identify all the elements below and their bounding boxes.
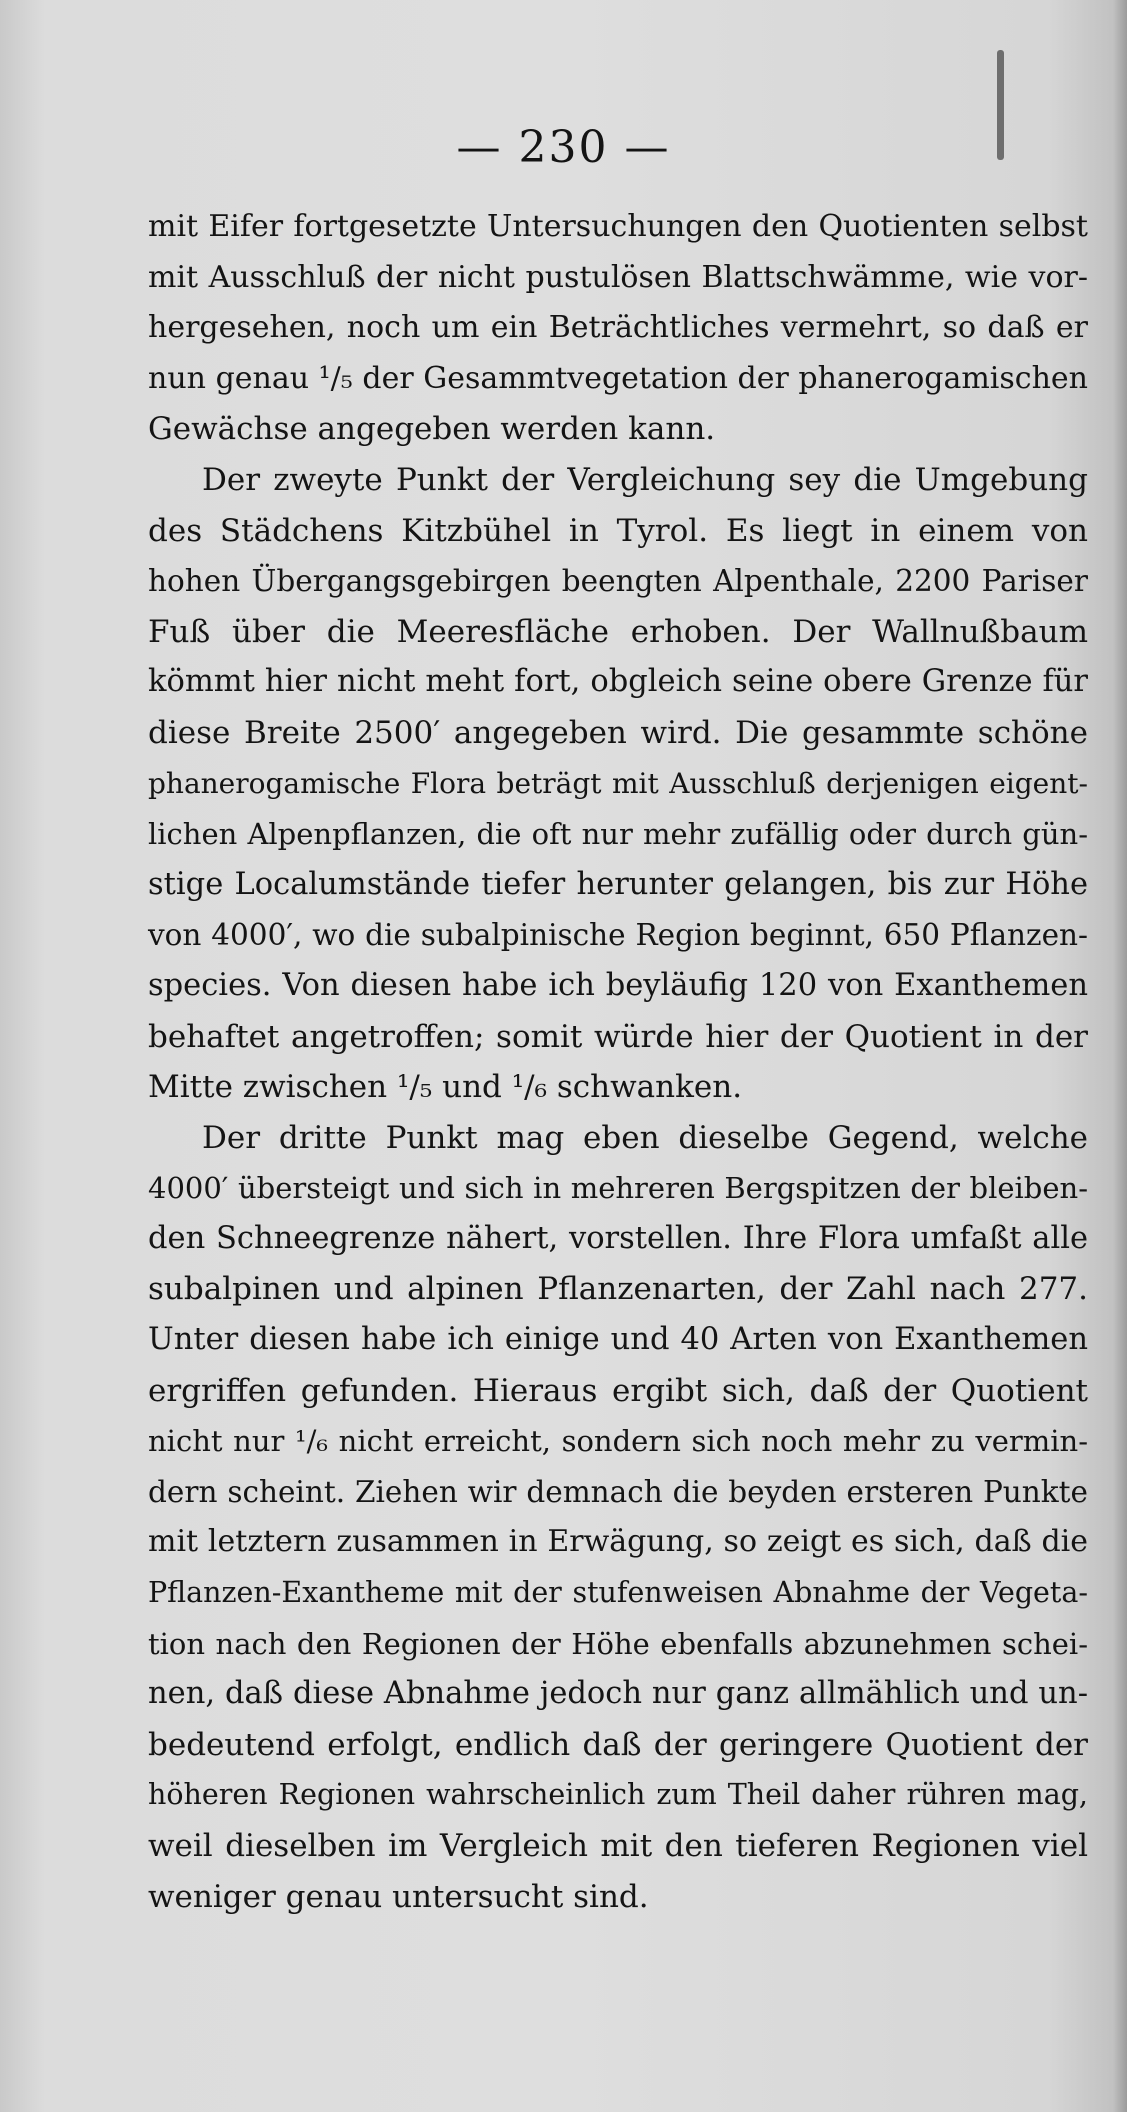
text-line: weil dieselben im Vergleich mit den tieferen Regionen viel [148,1828,1088,1864]
text-line: nun genau ¹/₅ der Gesammtvegetation der phanerogamischen [148,360,1088,396]
text-line: hohen Übergangsgebirgen beengten Alpenthale, 2200 Pariser [148,564,1088,599]
text-line: kömmt hier nicht meht fort, obgleich seine obere Grenze für [148,664,1088,700]
text-line: mit letztern zusammen in Erwägung, so zeigt es sich, daß die [148,1524,1088,1560]
text-line: Unter diesen habe ich einige und 40 Arten von Exanthemen [148,1322,1088,1358]
text-line: nen, daß diese Abnahme jedoch nur ganz allmählich und un- [148,1676,1088,1712]
text-line: Der zweyte Punkt der Vergleichung sey die Umgebung [202,461,1088,498]
text-line: 4000′ übersteigt und sich in mehreren Bergspitzen der bleiben- [148,1171,1088,1206]
text-line: höheren Regionen wahrscheinlich zum Theil daher rühren mag, [148,1778,1088,1812]
text-line: hergesehen, noch um ein Beträchtliches vermehrt, so daß er [148,310,1088,346]
text-line: phanerogamische Flora beträgt mit Ausschluß derjenigen eigent- [148,766,1088,800]
text-line: des Städchens Kitzbühel in Tyrol. Es liegt in einem von [148,512,1088,549]
text-line: diese Breite 2500′ angegeben wird. Die gesammte schöne [148,714,1088,751]
text-line: Der dritte Punkt mag eben dieselbe Gegend, welche [202,1119,1088,1156]
text-line: lichen Alpenpflanzen, die oft nur mehr zufällig oder durch gün- [148,817,1088,852]
text-line: nicht nur ¹/₆ nicht erreicht, sondern sich noch mehr zu vermin- [148,1424,1088,1459]
text-line: weniger genau untersucht sind. [148,1878,649,1915]
text-line: dern scheint. Ziehen wir demnach die beyden ersteren Punkte [148,1474,1088,1509]
text-line: ergriffen gefunden. Hieraus ergibt sich, daß der Quotient [148,1372,1088,1409]
text-line: tion nach den Regionen der Höhe ebenfalls abzunehmen schei- [148,1626,1088,1661]
text-line: species. Von diesen habe ich beyläufig 120 von Exanthemen [148,967,1088,1003]
text-line: Fuß über die Meeresfläche erhoben. Der Wallnußbaum [148,613,1088,650]
text-line: mit Eifer fortgesetzte Untersuchungen den Quotienten selbst [148,209,1088,244]
text-line: behaftet angetroffen; somit würde hier der Quotient in der [148,1018,1088,1055]
text-line: bedeutend erfolgt, endlich daß der geringere Quotient der [148,1726,1088,1763]
text-line: von 4000′, wo die subalpinische Region beginnt, 650 Pflanzen- [148,918,1088,953]
page-edge-shadow [1113,0,1127,2112]
text-line: stige Localumstände tiefer herunter gelangen, bis zur Höhe [148,866,1088,902]
text-line: mit Ausschluß der nicht pustulösen Blattschwämme, wie vor- [148,259,1088,295]
page-number: — 230 — [456,122,671,173]
text-line: den Schneegrenze nähert, vorstellen. Ihre Flora umfaßt alle [148,1220,1088,1256]
text-line: Mitte zwischen ¹/₅ und ¹/₆ schwanken. [148,1069,743,1106]
text-line: subalpinen und alpinen Pflanzenarten, der Zahl nach 277. [148,1271,1088,1308]
body-text [148,202,1088,1922]
text-line: Pflanzen-Exantheme mit der stufenweisen Abnahme der Vegeta- [148,1576,1088,1610]
text-line: Gewächse angegeben werden kann. [148,411,716,448]
